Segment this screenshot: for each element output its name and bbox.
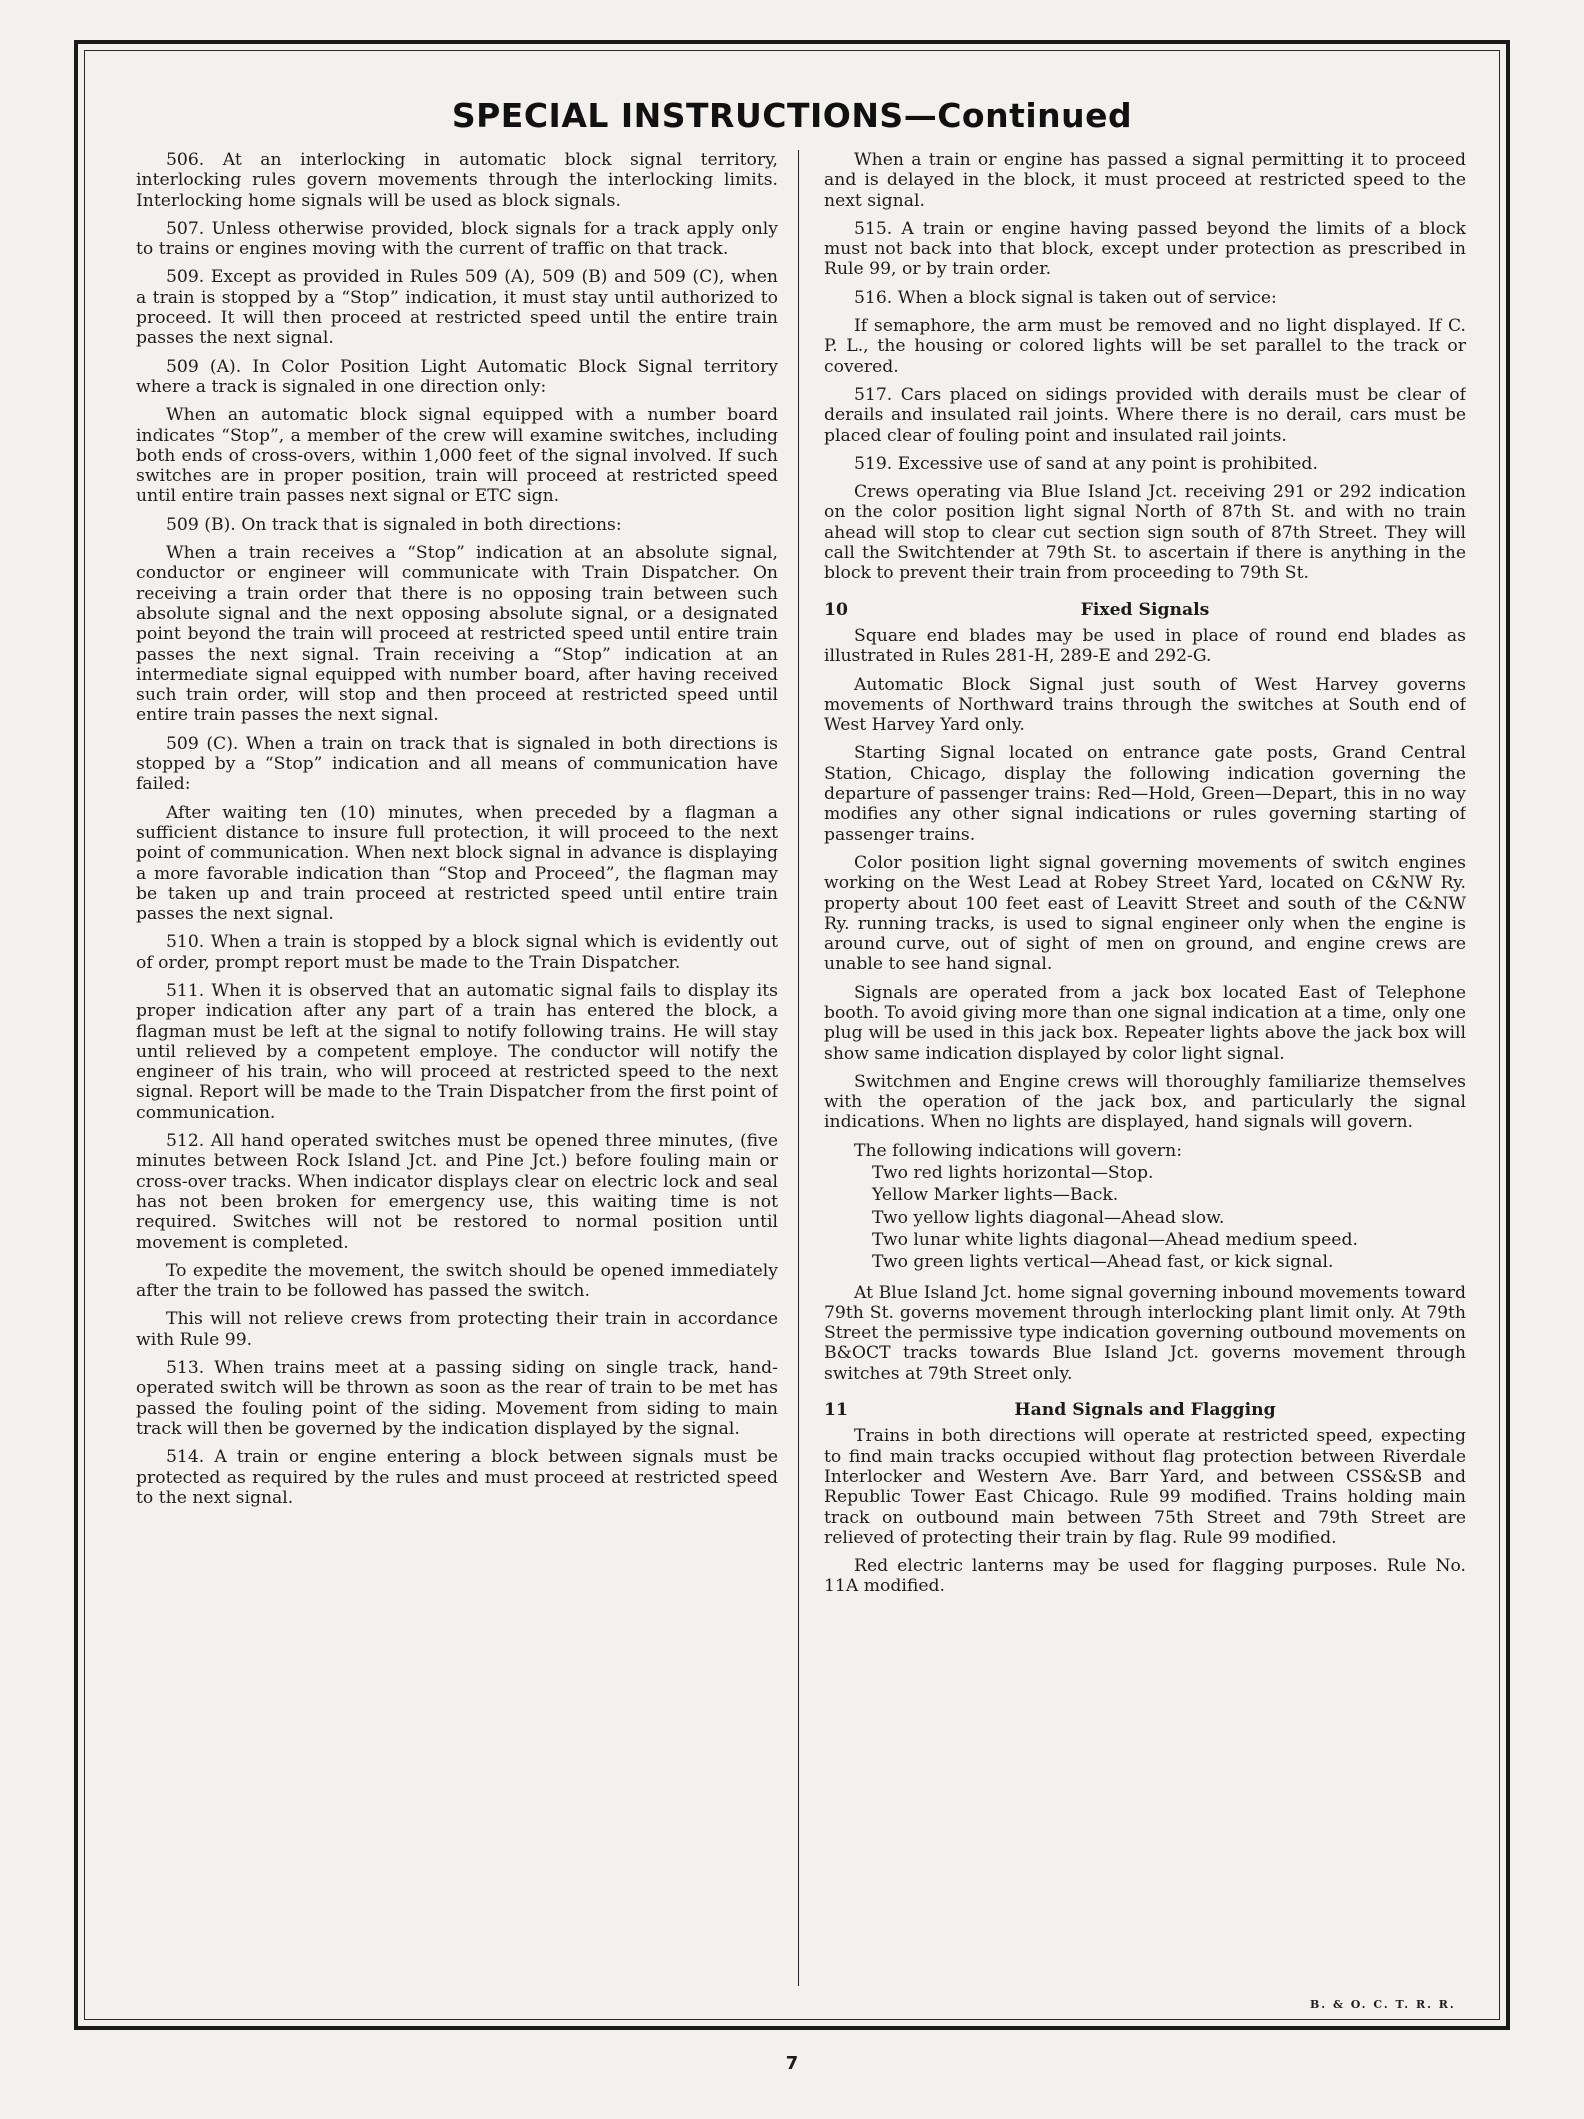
rule-510: 510. When a train is stopped by a block signal which is evidently out of order, prompt report must be made to the Train Dispatcher. <box>136 932 778 973</box>
rule-511: 511. When it is observed that an automatic signal fails to display its proper indication after any part of a train has entered the block, a flagman must be left at the signal to notify following trains. He will stay until relieved by a competent employe. The conductor will notify the engineer of his train, who will proceed at restricted speed to the next signal. Report will be made to the Train Dispatcher from the first point of communication. <box>136 980 778 1123</box>
indication-item: Two yellow lights diagonal—Ahead slow. <box>872 1207 1225 1228</box>
indication-item: Two green lights vertical—Ahead fast, or kick signal. <box>872 1252 1334 1273</box>
indications-intro: The following indications will govern: <box>854 1140 1182 1161</box>
rule-509c-text: After waiting ten (10) minutes, when preceded by a flagman a sufficient distance to insure full protection, it will proceed to the next point of communication. When next block signal in advance is displaying a more favorable indication than “Stop and Proceed”, the flagman may be taken up and train proceed at restricted speed until entire train passes the next signal. <box>136 802 778 925</box>
rule-514: 514. A train or engine entering a block between signals must be protected as required by the rules and must proceed at restricted speed to the next signal. <box>136 1447 778 1508</box>
section-10-name: Fixed Signals <box>1080 599 1210 620</box>
fixed-signals-p1: Square end blades may be used in place of round end blades as illustrated in Rules 281-H, 289-E and 292-G. <box>824 625 1466 667</box>
rule-519: 519. Excessive use of sand at any point is prohibited. <box>854 453 1318 474</box>
rule-512-expedite: To expedite the movement, the switch should be opened immediately after the train to be followed has passed the switch. <box>136 1260 778 1302</box>
hand-signals-p1: Trains in both directions will operate at restricted speed, expecting to find main tracks occupied without flag protection between Riverdale Interlocker and Western Ave. Barr Yard, and between CSS&SB and Republic Tower East Chicago. Rule 99 modified. Trains holding main track on outbound main between 75th Street and 79th Street are relieved of protecting their train by flag. Rule 99 modified. <box>824 1426 1466 1548</box>
section-11-name: Hand Signals and Flagging <box>1014 1400 1276 1421</box>
fixed-signals-p2: Automatic Block Signal just south of West Harvey governs movements of Northward trains through the switches at South end of West Harvey Yard only. <box>824 674 1466 736</box>
indication-item: Two red lights horizontal—Stop. <box>872 1163 1154 1184</box>
section-11-number: 11 <box>824 1400 848 1421</box>
hand-signals-p2: Red electric lanterns may be used for flagging purposes. Rule No. 11A modified. <box>824 1556 1466 1597</box>
rule-512-protect: This will not relieve crews from protecting their train in accordance with Rule 99. <box>136 1309 778 1350</box>
rule-517: 517. Cars placed on sidings provided with derails must be clear of derails and insulated rail joints. Where there is no derail, cars must be placed clear of fouling point and insulated rail joints. <box>824 384 1466 446</box>
fixed-signals-p3: Starting Signal located on entrance gate posts, Grand Central Station, Chicago, display the following indication governing the departure of passenger trains: Red—Hold, Green—Depart, this in no way modifies any other signal indications or rules governing starting of passenger trains. <box>824 743 1466 845</box>
fixed-signals-p5: Signals are operated from a jack box located East of Telephone booth. To avoid giving more than one signal indication at a time, only one plug will be used in this jack box. Repeater lights above the jack box will show same indication displayed by color light signal. <box>824 982 1466 1064</box>
rule-509b: 509 (B). On track that is signaled in both directions: <box>166 514 622 535</box>
rule-509a: 509 (A). In Color Position Light Automatic Block Signal territory where a track is signaled in one direction only: <box>136 356 778 397</box>
rule-516: 516. When a block signal is taken out of service: <box>854 287 1277 308</box>
rule-509: 509. Except as provided in Rules 509 (A), 509 (B) and 509 (C), when a train is stopped by a “Stop” indication, it must stay until authorized to proceed. It will then proceed at restricted speed until the entire train passes the next signal. <box>136 267 778 349</box>
rule-509c: 509 (C). When a train on track that is signaled in both directions is stopped by a “Stop” indication and all means of communication have failed: <box>136 733 778 795</box>
rule-514-continued: When a train or engine has passed a signal permitting it to proceed and is delayed in the block, it must proceed at restricted speed to the next signal. <box>824 150 1466 211</box>
blue-island-note: Crews operating via Blue Island Jct. receiving 291 or 292 indication on the color position light signal North of 87th St. and with no train ahead will stop to clear cut section sign south of 87th Street. They will call the Switchtender at 79th St. to ascertain if there is anything in the block to prevent their train from proceeding to 79th St. <box>824 482 1466 584</box>
rule-513: 513. When trains meet at a passing siding on single track, hand-operated switch will be thrown as soon as the rear of train to be met has passed the fouling point of the siding. Movement from siding to main track will then be governed by the indication displayed by the signal. <box>136 1358 778 1439</box>
rule-509a-text: When an automatic block signal equipped with a number board indicates “Stop”, a member of the crew will examine switches, including both ends of cross-overs, within 1,000 feet of the signal involved. If such switches are in proper position, train will proceed at restricted speed until entire train passes next signal or ETC sign. <box>136 405 778 507</box>
fixed-signals-closing: At Blue Island Jct. home signal governing inbound movements toward 79th St. governs movement through interlocking plant limit only. At 79th Street the permissive type indication governing outbound movements on B&OCT tracks towards Blue Island Jct. governs movement through switches at 79th Street only. <box>824 1282 1466 1384</box>
right-column <box>824 150 1466 1985</box>
section-11-heading <box>824 1400 1466 1420</box>
page-title: SPECIAL INSTRUCTIONS—Continued <box>451 96 1133 135</box>
indications-list <box>824 1141 1466 1273</box>
indication-item: Two lunar white lights diagonal—Ahead medium speed. <box>872 1229 1358 1250</box>
indication-item: Yellow Marker lights—Back. <box>872 1185 1119 1206</box>
left-column <box>136 150 778 1985</box>
rule-506: 506. At an interlocking in automatic block signal territory, interlocking rules govern movements through the interlocking limits. Interlocking home signals will be used as block signals. <box>136 150 778 211</box>
column-divider <box>798 150 799 1986</box>
rule-515: 515. A train or engine having passed beyond the limits of a block must not back into that block, except under protection as prescribed in Rule 99, or by train order. <box>824 218 1466 280</box>
fixed-signals-p6: Switchmen and Engine crews will thoroughly familiarize themselves with the operation of the jack box, and particularly the signal indications. When no lights are displayed, hand signals will govern. <box>824 1071 1466 1133</box>
rule-512: 512. All hand operated switches must be opened three minutes, (five minutes between Rock Island Jct. and Pine Jct.) before fouling main or cross-over tracks. When indicator displays clear on electric lock and seal has not been broken for emergency use, this waiting time is not required. Switches will not be restored to normal position until movement is completed. <box>136 1131 778 1253</box>
rule-516-text: If semaphore, the arm must be removed and no light displayed. If C. P. L., the housing or colored lights will be set parallel to the track or covered. <box>824 316 1466 377</box>
section-10-number: 10 <box>824 599 848 620</box>
rule-509b-text: When a train receives a “Stop” indication at an absolute signal, conductor or engineer will communicate with Train Dispatcher. On receiving a train order that there is no opposing train between such absolute signal and the next opposing absolute signal, or a designated point beyond the train will proceed at restricted speed until entire train passes the next signal. Train receiving a “Stop” indication at an intermediate signal equipped with number board, after having received such train order, will stop and then proceed at restricted speed until entire train passes the next signal. <box>136 543 778 726</box>
rule-507: 507. Unless otherwise provided, block signals for a track apply only to trains or engines moving with the current of traffic on that track. <box>136 218 778 260</box>
railroad-mark: B. & O. C. T. R. R. <box>1310 1998 1456 2011</box>
section-10-heading <box>824 600 1466 620</box>
fixed-signals-p4: Color position light signal governing movements of switch engines working on the West Lead at Robey Street Yard, located on C&NW Ry. property about 100 feet east of Leavitt Street and south of the C&NW Ry. running tracks, is used to signal engineer only when the engine is around curve, out of sight of men on ground, and engine crews are unable to see hand signal. <box>824 852 1466 975</box>
page-number: 7 <box>785 2053 799 2074</box>
